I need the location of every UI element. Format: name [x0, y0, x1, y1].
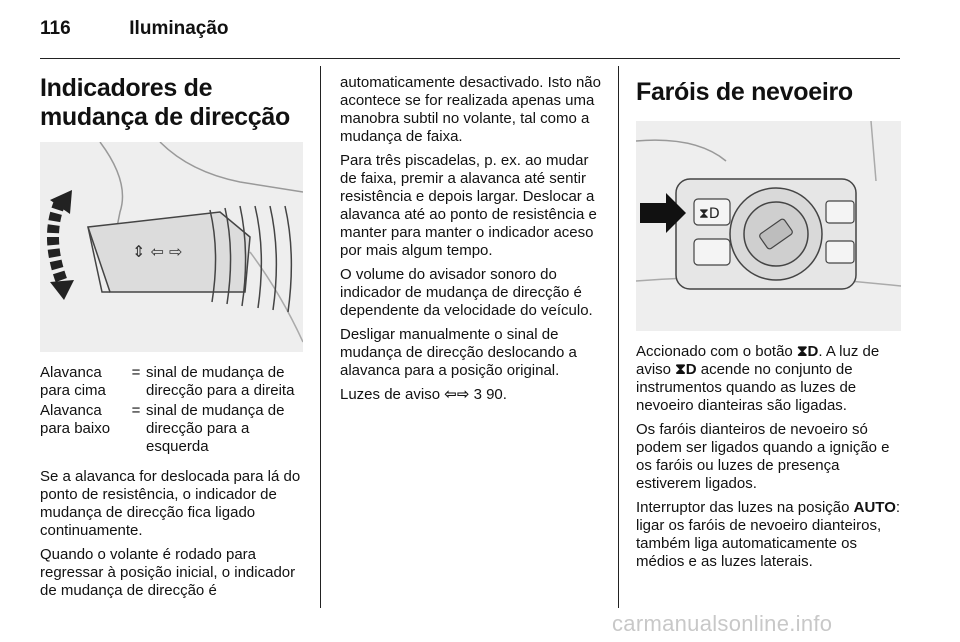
svg-text:⇕ ⇦ ⇨: ⇕ ⇦ ⇨ — [132, 242, 183, 261]
paragraph: Quando o volante é rodado para regressar à posição inicial, o indicador de mudança de direcção é — [40, 546, 296, 599]
text-fragment: Accionado com o botão — [636, 343, 793, 360]
column-divider — [618, 66, 619, 608]
page-ref-arrow-icon: 3 — [473, 386, 482, 403]
definition-key: Alavanca para cima — [40, 364, 106, 399]
fog-light-symbol-icon: ⧗D — [675, 361, 697, 378]
lever-drawing — [40, 142, 303, 352]
paragraph: Desligar manualmente o sinal de mudança de direcção deslocando a alavanca para a posição original. — [340, 326, 577, 379]
warning-lights-reference — [340, 386, 602, 404]
definition-equals: = — [131, 364, 141, 381]
text-fragment: acende no conjunto de instrumentos quando as luzes de nevoeiro dianteiras são ligadas. — [636, 361, 857, 414]
lever-definitions — [40, 364, 303, 458]
page-number: 116 — [40, 18, 71, 39]
chapter-title: Iluminação — [129, 18, 229, 39]
paragraph — [636, 499, 901, 571]
page-header — [40, 18, 229, 40]
light-switch-panel-illustration — [636, 121, 901, 331]
column-divider — [320, 66, 321, 608]
text-fragment: : ligar os faróis de nevoeiro dianteiros, também liga automaticamente os médios e as luzes laterais. — [636, 499, 901, 570]
definition-equals: = — [131, 402, 141, 419]
paragraph: automaticamente desactivado. Isto não acontece se for realizada apenas uma manobra subtil no volante, tal como a mudança de faixa. — [340, 74, 601, 145]
paragraph: Para três piscadelas, p. ex. ao mudar de faixa, premir a alavanca até sentir resistência e depois largar. Deslocar a alavanca até ao ponto de resistência e manter para manter o indicador aceso por mais algum tempo. — [340, 152, 597, 259]
text-fragment: Interruptor das luzes na posição — [636, 499, 850, 516]
definition-value: sinal de mudança de direcção para a esquerda — [146, 402, 285, 455]
text-fragment: . A luz de aviso — [636, 343, 880, 378]
fog-light-symbol-icon: ⧗D — [796, 343, 819, 360]
watermark: carmanualsonline.info — [612, 611, 833, 636]
definition-row — [40, 402, 303, 458]
paragraph: Se a alavanca for deslocada para lá do ponto de resistência, o indicador de mudança de direcção fica ligado continuamente. — [40, 468, 301, 539]
svg-text:⧗D: ⧗D — [699, 206, 720, 222]
header-rule — [40, 58, 900, 59]
section-title-fog-lights: Faróis de nevoeiro — [636, 78, 853, 106]
section-title-turn-signals: Indicadores de mudança de direcção — [40, 74, 290, 131]
definition-value: sinal de mudança de direcção para a direita — [146, 364, 295, 399]
turn-signal-lever-illustration — [40, 142, 303, 352]
paragraph — [636, 343, 901, 415]
auto-label: AUTO — [853, 499, 896, 516]
column-1 — [40, 66, 303, 606]
reference-page: 90. — [486, 386, 507, 403]
definition-row — [40, 364, 303, 402]
reference-text: Luzes de aviso — [340, 386, 441, 403]
turn-signal-symbol-icon: ⇦⇨ — [444, 386, 470, 403]
paragraph: O volume do avisador sonoro do indicador de mudança de direcção é dependente da velocidade do veículo. — [340, 266, 593, 319]
column-3 — [636, 66, 901, 577]
switch-panel-drawing — [636, 121, 901, 331]
definition-key: Alavanca para baixo — [40, 402, 111, 437]
paragraph: Os faróis dianteiros de nevoeiro só podem ser ligados quando a ignição e os faróis ou luzes de presença estiverem ligados. — [636, 421, 890, 492]
column-2 — [340, 66, 602, 410]
